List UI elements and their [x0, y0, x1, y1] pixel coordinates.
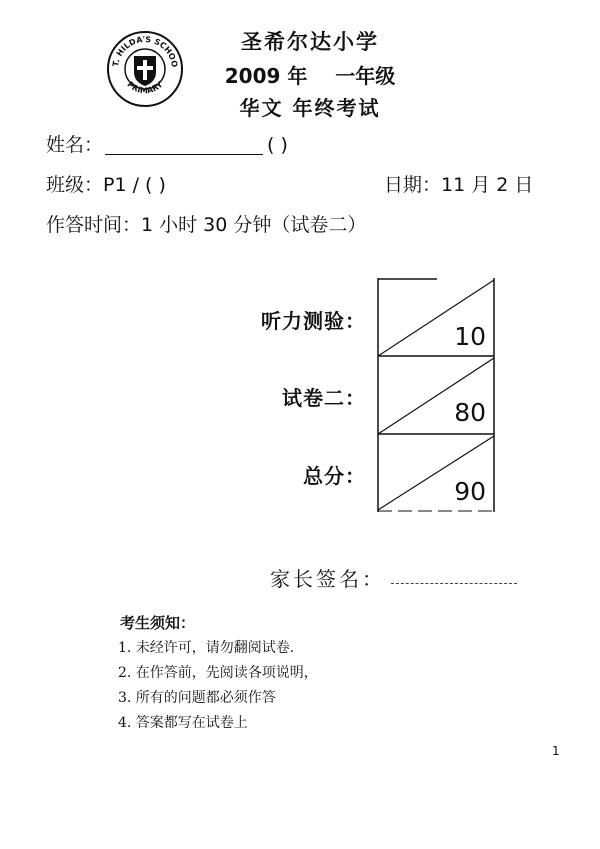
name-blank-line[interactable] [105, 154, 263, 155]
name-row [46, 130, 288, 157]
time-value: 1 小时 30 分钟（试卷二） [141, 214, 367, 236]
instruction-item: 2. 在作答前，先阅读各项说明， [118, 665, 318, 681]
total-score: 90 [454, 477, 486, 506]
time-row [46, 210, 366, 237]
date-label: 日期： [384, 174, 442, 196]
logo-top-text: T. HILDA'S SCHOO [111, 34, 180, 68]
parent-signature-row [270, 563, 517, 592]
grade-level: 一年级 [335, 64, 396, 88]
listening-test-label: 听力测验： [261, 309, 366, 333]
instruction-item: 3. 所有的问题都必须作答 [118, 690, 276, 706]
date-value: 11 月 2 日 [441, 174, 534, 196]
class-row [46, 170, 166, 197]
instruction-item: 1. 未经许可，请勿翻阅试卷. [118, 640, 295, 656]
parent-signature-label: 家长签名： [270, 567, 385, 591]
class-label: 班级： [46, 174, 104, 196]
time-label: 作答时间： [46, 214, 142, 236]
paper-two-label: 试卷二： [282, 386, 366, 410]
name-parentheses: ( ) [267, 134, 288, 156]
total-score-label: 总分： [303, 464, 366, 488]
paper-two-score: 80 [454, 398, 486, 427]
year-suffix: 年 [287, 64, 308, 88]
listening-test-score: 10 [454, 322, 486, 351]
school-name: 圣希尔达小学 [241, 29, 379, 54]
instruction-item: 4. 答案都写在试卷上 [118, 715, 248, 731]
name-label: 姓名： [46, 134, 104, 156]
instructions-title: 考生须知： [120, 614, 196, 632]
exam-year: 2009 [224, 64, 281, 88]
instructions-list [118, 636, 318, 736]
class-value: P1 / ( ) [103, 174, 166, 196]
page-number: 1 [552, 744, 560, 758]
parent-signature-line[interactable] [391, 583, 517, 584]
date-row [384, 170, 533, 197]
logo-bottom-text: PRIMARY [125, 79, 165, 96]
school-logo [106, 30, 184, 108]
exam-title: 华文 年终考试 [239, 96, 381, 120]
exam-year-grade [200, 60, 420, 89]
